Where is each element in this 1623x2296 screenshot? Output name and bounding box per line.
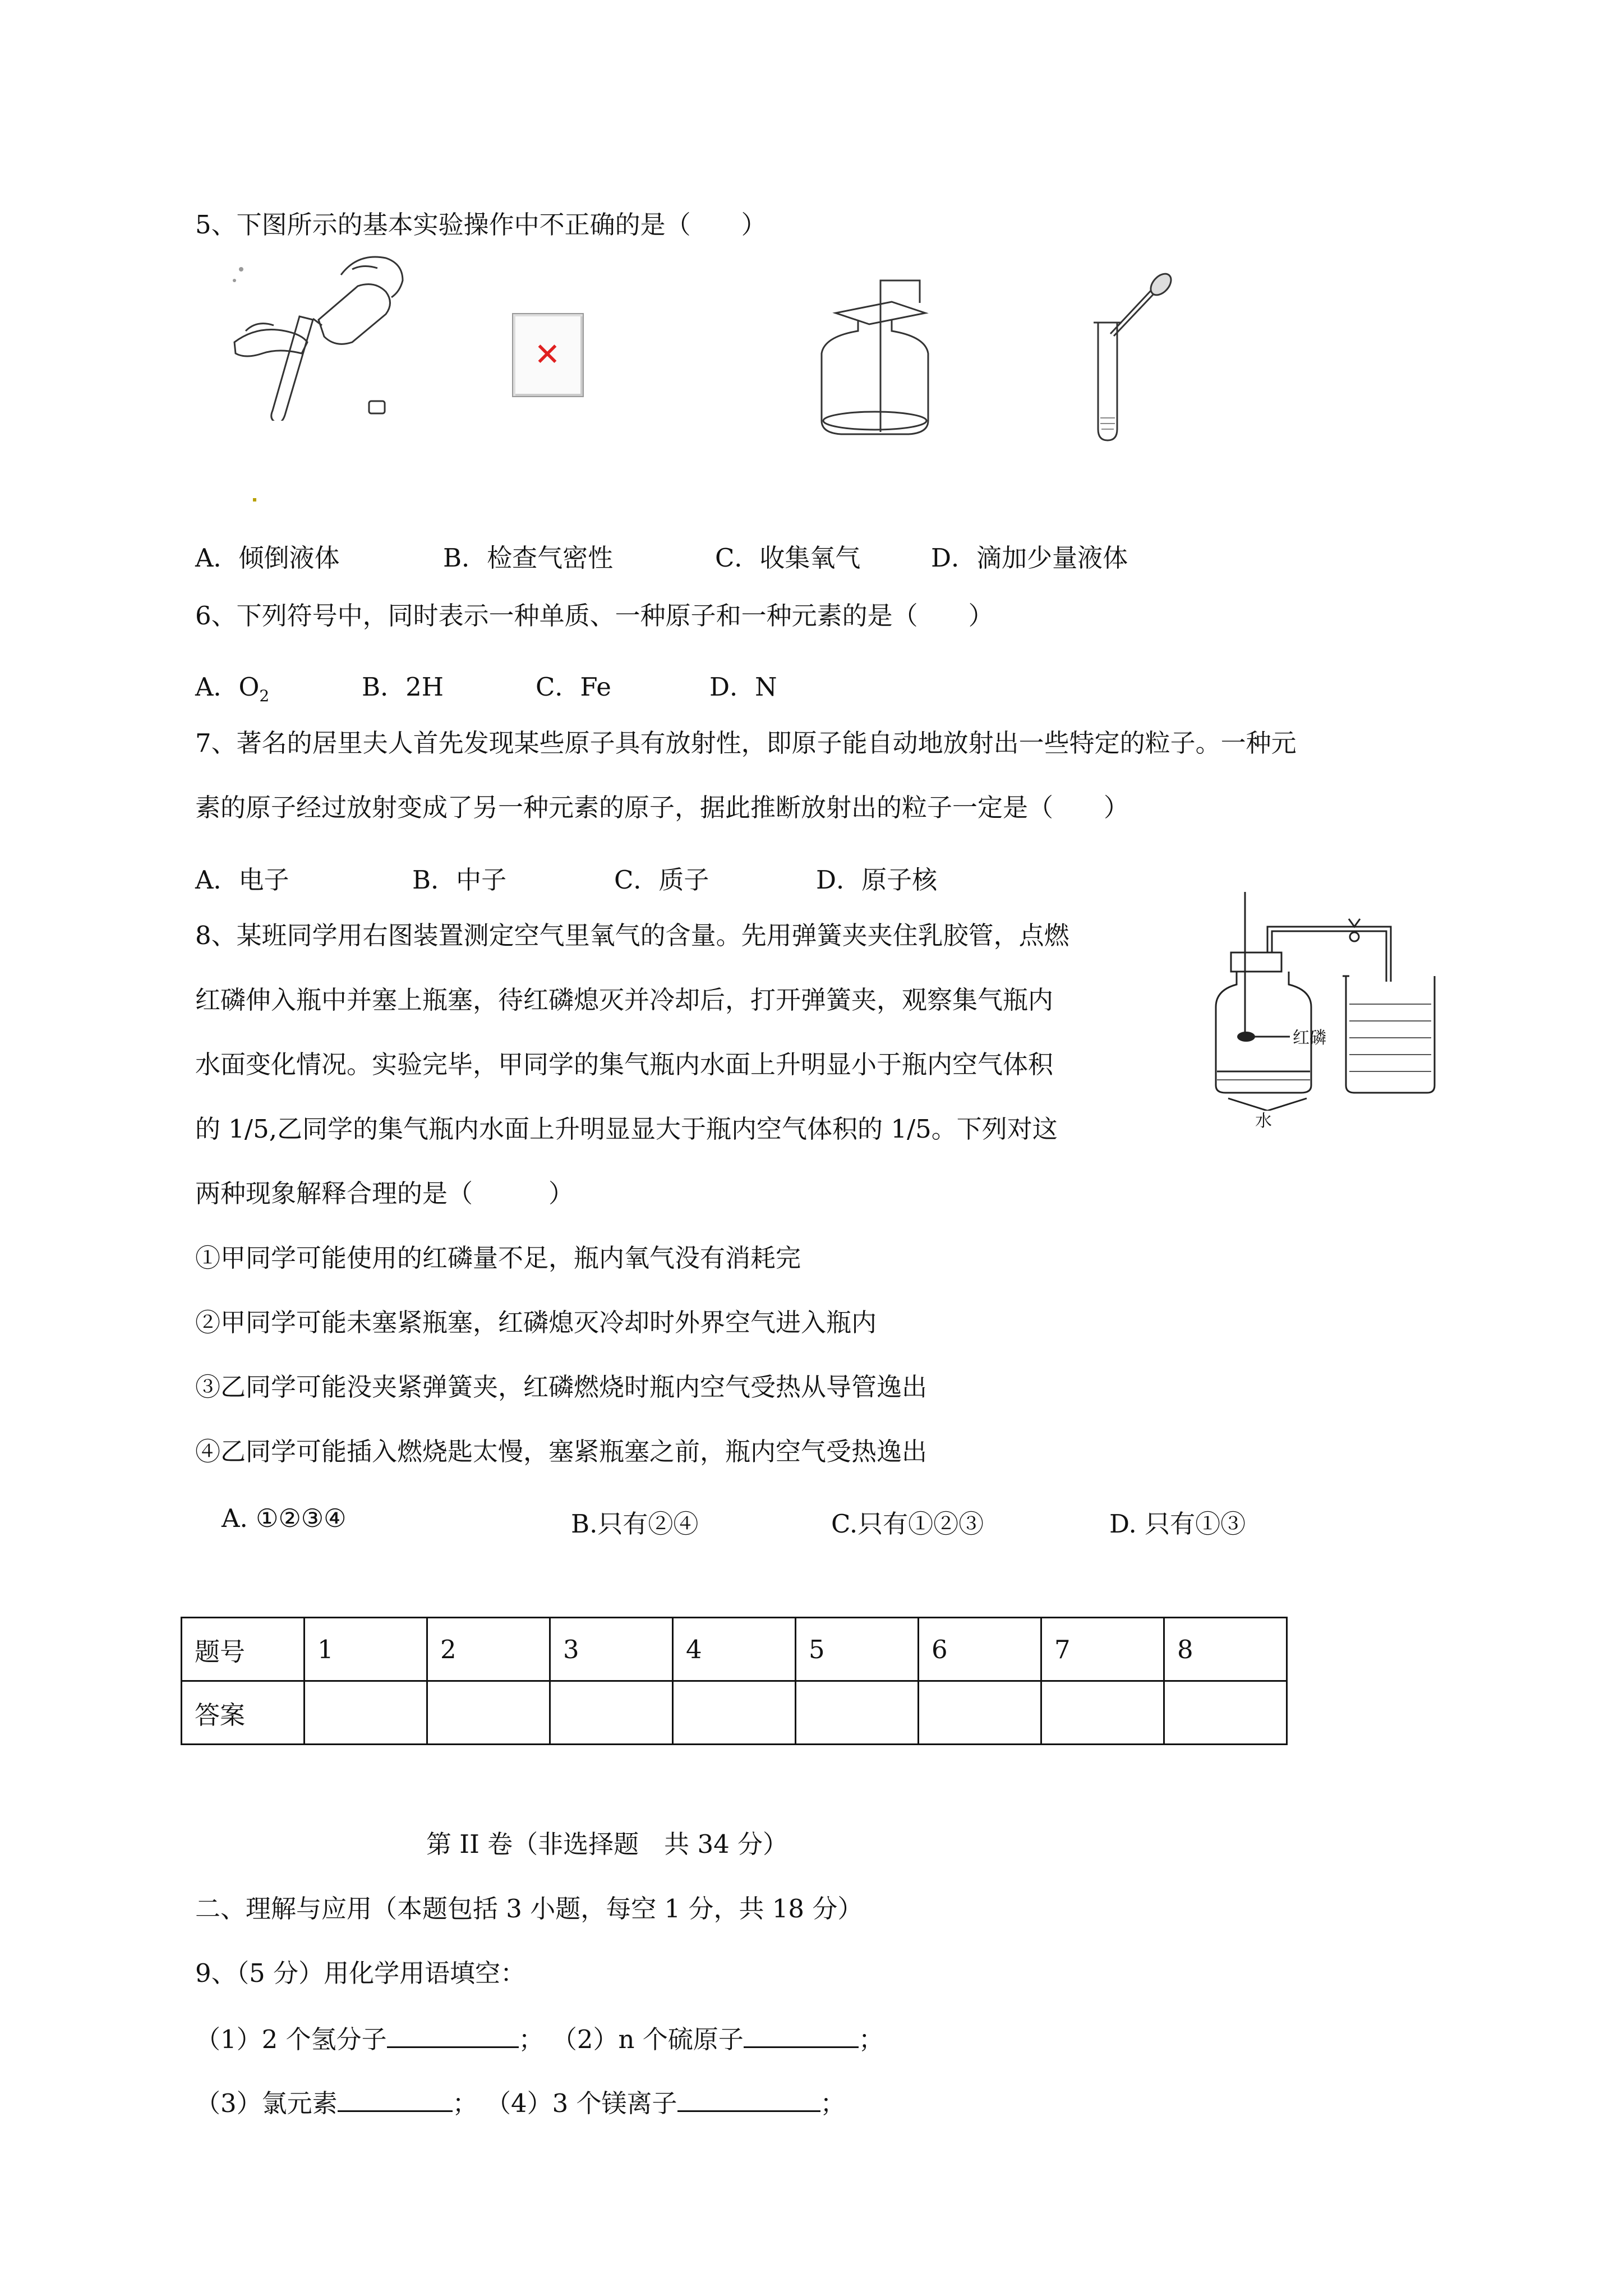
q9-item-1: （1）2 个氢分子 — [195, 2024, 387, 2054]
answer-cell[interactable] — [305, 1681, 427, 1745]
section2-heading: 二、理解与应用（本题包括 3 小题，每空 1 分，共 18 分） — [195, 1894, 863, 1924]
q9-row-1: （1）2 个氢分子 ； （2）n 个硫原子 ； — [195, 2024, 884, 2054]
answer-cell[interactable] — [1041, 1681, 1164, 1745]
answer-table — [181, 1617, 1288, 1745]
q8-option-c: C.只有①②③ — [831, 1509, 984, 1539]
row-header-answer: 答案 — [182, 1681, 305, 1745]
answer-cell[interactable] — [550, 1681, 673, 1745]
q5-option-a: A．倾倒液体 — [195, 543, 340, 573]
blank-4[interactable] — [677, 2088, 820, 2112]
dropper-test-tube-icon — [1082, 272, 1178, 446]
blank-2[interactable] — [744, 2024, 859, 2048]
broken-image-icon: ✕ — [512, 313, 584, 397]
blank-3[interactable] — [338, 2088, 453, 2112]
q5-option-c: C．收集氧气 — [715, 543, 861, 573]
q9-item-4: （4）3 个镁离子 — [485, 2088, 677, 2118]
stray-mark — [253, 498, 256, 501]
section2-title: 第 II 卷（非选择题 共 34 分） — [426, 1829, 789, 1859]
question-number-cell: 4 — [673, 1618, 796, 1681]
question-number-cell: 5 — [796, 1618, 919, 1681]
q8-line3: 水面变化情况。实验完毕，甲同学的集气瓶内水面上升明显小于瓶内空气体积 — [195, 1050, 1054, 1079]
q8-statement-1: ①甲同学可能使用的红磷量不足，瓶内氧气没有消耗完 — [195, 1243, 801, 1273]
question-number-cell: 1 — [305, 1618, 427, 1681]
q9-stem: 9、（5 分）用化学用语填空： — [195, 1958, 526, 1988]
q9-item-3: （3）氯元素 — [195, 2088, 338, 2118]
q9-item-2: （2）n 个硫原子 — [551, 2024, 744, 2054]
answer-cell[interactable] — [427, 1681, 550, 1745]
q7-option-a: A．电子 — [195, 865, 289, 895]
question-number-cell: 3 — [550, 1618, 673, 1681]
q6-option-d: D．N — [709, 672, 777, 702]
q8-statement-4: ④乙同学可能插入燃烧匙太慢，塞紧瓶塞之前，瓶内空气受热逸出 — [195, 1437, 928, 1466]
q6-stem: 6、下列符号中，同时表示一种单质、一种原子和一种元素的是（ ） — [195, 601, 994, 631]
q7-option-d: D．原子核 — [816, 865, 938, 895]
q8-statement-3: ③乙同学可能没夹紧弹簧夹，红磷燃烧时瓶内空气受热从导管逸出 — [195, 1372, 928, 1402]
row-header-number: 题号 — [182, 1618, 305, 1681]
q7-line2: 素的原子经过放射变成了另一种元素的原子，据此推断放射出的粒子一定是（ ） — [195, 793, 1129, 822]
table-row-numbers — [182, 1618, 1287, 1681]
question-number-cell: 6 — [919, 1618, 1041, 1681]
answer-cell[interactable] — [796, 1681, 919, 1745]
answer-cell[interactable] — [673, 1681, 796, 1745]
q8-line5: 两种现象解释合理的是（ ） — [195, 1179, 574, 1208]
q5-option-b: B．检查气密性 — [443, 543, 614, 573]
question-number-cell: 7 — [1041, 1618, 1164, 1681]
q6-option-c: C．Fe — [536, 672, 611, 702]
phosphorus-combustion-apparatus-icon — [1206, 892, 1441, 1111]
q7-option-c: C．质子 — [614, 865, 709, 895]
q8-option-d: D. 只有①③ — [1109, 1509, 1246, 1539]
blank-1[interactable] — [387, 2024, 519, 2048]
gas-collection-bottle-icon — [808, 269, 942, 443]
q8-line4: 的 1/5,乙同学的集气瓶内水面上升明显显大于瓶内空气体积的 1/5。下列对这 — [195, 1114, 1058, 1144]
q7-line1: 7、著名的居里夫人首先发现某些原子具有放射性，即原子能自动地放射出一些特定的粒子。一种元 — [195, 728, 1297, 758]
q8-option-a: A. ①②③④ — [222, 1503, 347, 1533]
answer-cell[interactable] — [919, 1681, 1041, 1745]
pouring-liquid-icon — [223, 247, 419, 421]
question-number-cell: 8 — [1164, 1618, 1287, 1681]
q8-statement-2: ②甲同学可能未塞紧瓶塞，红磷熄灭冷却时外界空气进入瓶内 — [195, 1308, 877, 1337]
q6-option-b: B．2H — [362, 672, 444, 702]
label-phosphorus: 红磷 — [1293, 1028, 1326, 1048]
question-number-cell: 2 — [427, 1618, 550, 1681]
answer-cell[interactable] — [1164, 1681, 1287, 1745]
q5-stem: 5、下图所示的基本实验操作中不正确的是（ ） — [195, 210, 767, 240]
q6-option-a: A．$O_2$ — [195, 672, 270, 705]
q8-line2: 红磷伸入瓶中并塞上瓶塞，待红磷熄灭并冷却后，打开弹簧夹，观察集气瓶内 — [195, 985, 1054, 1015]
table-row-answers — [182, 1681, 1287, 1745]
q8-line1: 8、某班同学用右图装置测定空气里氧气的含量。先用弹簧夹夹住乳胶管，点燃 — [195, 921, 1069, 950]
q8-option-b: B.只有②④ — [571, 1509, 699, 1539]
q9-row-2: （3）氯元素 ； （4）3 个镁离子 ； — [195, 2088, 846, 2118]
label-water: 水 — [1255, 1111, 1272, 1131]
q5-option-d: D．滴加少量液体 — [931, 543, 1128, 573]
q7-option-b: B．中子 — [412, 865, 507, 895]
